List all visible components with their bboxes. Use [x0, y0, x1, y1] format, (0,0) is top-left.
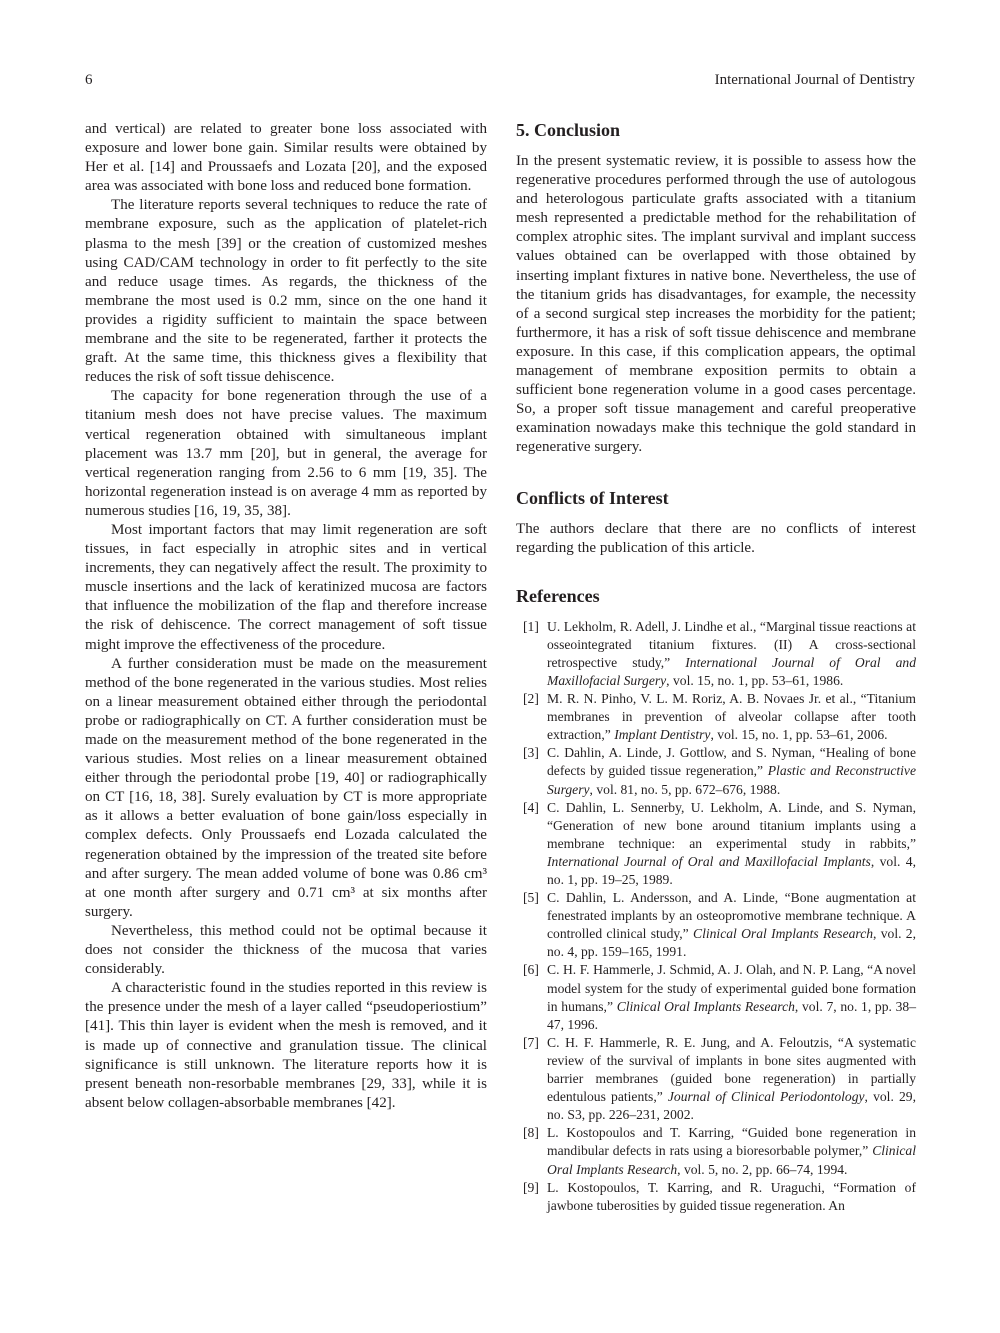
paragraph: The capacity for bone regeneration through the use of a titanium mesh does not have precise values. The maximum vertical regeneration obtained with simultaneous implant placement was 13.7 mm [20], but in general, the average for vertical regeneration ranging from 2.56 to 6 mm [19, 35]. The horizontal regeneration instead is on average 4 mm as reported by numerous studies [16, 19, 35, 38].	[85, 388, 487, 519]
reference-journal: International Journal of Oral and Maxillofacial Surgery	[547, 654, 916, 688]
reference-journal: Clinical Oral Implants Research	[547, 1143, 916, 1177]
reference-number: [4]	[523, 799, 539, 815]
reference-journal: International Journal of Oral and Maxillofacial Implants	[547, 853, 871, 869]
reference-details: , vol. 15, no. 1, pp. 53–61, 2006.	[710, 727, 888, 743]
reference-journal: Plastic and Reconstructive Surgery	[547, 763, 917, 797]
reference-item	[516, 799, 916, 889]
reference-authors-title: M. R. N. Pinho, V. L. M. Roriz, A. B. Novaes Jr. et al., “Titanium membranes in prevention of alveolar collapse after tooth extraction,”	[547, 691, 916, 743]
reference-number: [5]	[523, 890, 539, 906]
reference-details: , vol. 4, no. 1, pp. 19–25, 1989.	[547, 853, 916, 887]
reference-journal: Clinical Oral Implants Research	[693, 926, 874, 942]
reference-authors-title: C. Dahlin, L. Sennerby, U. Lekholm, A. Linde, and S. Nyman, “Generation of new bone around titanium implants using a membrane technique: an experimental study in rabbits,”	[547, 799, 916, 851]
reference-item	[516, 961, 916, 1033]
reference-details: , vol. 81, no. 5, pp. 672–676, 1988.	[589, 781, 781, 797]
reference-number: [9]	[523, 1179, 539, 1195]
reference-details: , vol. 15, no. 1, pp. 53–61, 1986.	[666, 672, 844, 688]
paragraph: Nevertheless, this method could not be optimal because it does not consider the thickness of the mucosa that varies considerably.	[85, 922, 487, 978]
reference-journal: Clinical Oral Implants Research	[616, 998, 795, 1014]
reference-details: , vol. 5, no. 2, pp. 66–74, 1994.	[677, 1161, 848, 1177]
journal-title: International Journal of Dentistry	[714, 72, 915, 88]
references-heading: References	[516, 585, 600, 606]
reference-list	[516, 618, 916, 1215]
reference-number: [7]	[523, 1034, 539, 1050]
reference-item	[516, 1124, 916, 1178]
conflicts-text: The authors declare that there are no conflicts of interest regarding the publication of this article.	[516, 520, 916, 556]
page-number: 6	[85, 72, 93, 88]
reference-details: , vol. 29, no. S3, pp. 226–231, 2002.	[547, 1089, 916, 1123]
reference-number: [3]	[523, 745, 539, 761]
reference-number: [2]	[523, 691, 539, 707]
paragraph: and vertical) are related to greater bone loss associated with exposure and lower bone gain. Similar results were obtained by Her et al. [14] and Proussaefs and Lozata [20], and the exposed area was associated with bone loss and reduced bone formation.	[85, 121, 487, 195]
reference-authors-title: C. Dahlin, L. Andersson, and A. Linde, “Bone augmentation at fenestrated implants by an osteopromotive membrane technique. A controlled clinical study,”	[547, 890, 916, 942]
reference-number: [8]	[523, 1125, 539, 1141]
reference-authors-title: C. Dahlin, A. Linde, J. Gottlow, and S. Nyman, “Healing of bone defects by guided tissue regeneration,”	[547, 745, 916, 779]
conflicts-heading: Conflicts of Interest	[516, 487, 669, 508]
reference-item	[516, 1034, 916, 1124]
paragraph: The literature reports several techniques to reduce the rate of membrane exposure, such as the application of platelet-rich plasma to the mesh [39] or the creation of customized meshes using CAD/CAM technology in order to fit perfectly to the site and reduce usage times. As regards, the thickness of the membrane the most used is 0.2 mm, since on the one hand it provides a rigidity sufficient to maintain the space between membrane and the site to be regenerated, farther it protects the graft. At the same time, this thickness gives a flexibility that reduces the risk of soft tissue dehiscence.	[85, 197, 487, 386]
reference-item	[516, 618, 916, 690]
left-column	[85, 120, 487, 1113]
reference-authors-title: L. Kostopoulos and T. Karring, “Guided bone regeneration in mandibular defects in rats using a bioresorbable polymer,”	[547, 1125, 916, 1159]
reference-authors-title: U. Lekholm, R. Adell, J. Lindhe et al., “Marginal tissue reactions at osseointegrated titanium fixtures. (II) A cross-sectional retrospective study,”	[547, 618, 916, 670]
conclusion-text: In the present systematic review, it is possible to assess how the regenerative procedures performed through the use of autologous and heterologous particulate grafts associated with a titanium mesh represented a predictable method for the rehabilitation of complex atrophic sites. The implant survival and implant success values obtained can be overlapped with those obtained by inserting implant fixtures in native bone. Nevertheless, the use of the titanium grids has disadvantages, for example, the necessity of a second surgical step increases the morbidity for the patient; furthermore, it has a risk of soft tissue dehiscence and membrane exposure. In this case, if this complication appears, the optimal management of membrane exposition permits to obtain a sufficient bone regeneration volume in a good cases percentage. So, a proper soft tissue management and careful preoperative examination nowadays make this technique the gold standard in regenerative surgery.	[516, 153, 916, 456]
reference-details: , vol. 7, no. 1, pp. 38–47, 1996.	[547, 998, 916, 1032]
paragraph: A further consideration must be made on the measurement method of the bone regenerated in the various studies. Most relies on a linear measurement obtained either through the periodontal probe or radiographically on CT. A further consideration must be made on the measurement method of the bone regenerated in the various studies. Most relies on a linear measurement obtained either through the periodontal probe [19, 40] or radiographically on CT [16, 18, 38]. Surely evaluation by CT is more appropriate as it allows a better evaluation of bone gain/loss especially in complex defects. Only Proussaefs end Lozada calculated the regeneration obtained by the impression of the treated site before and after surgery. The mean added volume of bone was 0.86 cm³ at one month after surgery and 0.71 cm³ at six months after surgery.	[85, 655, 487, 920]
paragraph: Most important factors that may limit regeneration are soft tissues, in fact especially in atrophic sites and in vertical increments, they can negatively affect the result. The proximity to muscle insertions and the lack of keratinized mucosa are factors that influence the mobilization of the flap and therefore increase the risk of dehiscence. The correct management of soft tissue might improve the effectiveness of the procedure.	[85, 521, 487, 653]
paragraph: A characteristic found in the studies reported in this review is the presence under the mesh of a layer called “pseudoperiostium” [41]. This thin layer is evident when the mesh is removed, and it is made up of connective and granulation tissue. The clinical significance is still unknown. The literature reports how it is present beneath non-resorbable membranes [29, 33], while it is absent below collagen-absorbable membranes [42].	[85, 980, 487, 1111]
reference-authors-title: C. H. F. Hammerle, J. Schmid, A. J. Olah, and N. P. Lang, “A novel model system for the study of experimental guided bone formation in humans,”	[547, 962, 916, 1014]
reference-journal: Journal of Clinical Periodontology	[667, 1089, 865, 1105]
reference-item	[516, 889, 916, 961]
reference-details: , vol. 2, no. 4, pp. 159–165, 1991.	[547, 926, 916, 960]
conclusion-heading: 5. Conclusion	[516, 120, 621, 140]
right-column	[516, 118, 916, 1215]
reference-item	[516, 744, 916, 798]
reference-item	[516, 690, 916, 744]
reference-authors-title: L. Kostopoulos, T. Karring, and R. Uraguchi, “Formation of jawbone tuberosities by guided tissue regeneration. An	[547, 1179, 916, 1213]
reference-number: [1]	[523, 618, 539, 634]
reference-item	[516, 1179, 916, 1215]
reference-authors-title: C. H. F. Hammerle, R. E. Jung, and A. Feloutzis, “A systematic review of the survival of implants in bone sites augmented with barrier membranes (guided bone regeneration) in partially edentulous patients,”	[547, 1034, 916, 1105]
reference-journal: Implant Dentistry	[614, 727, 711, 743]
reference-number: [6]	[523, 962, 539, 978]
